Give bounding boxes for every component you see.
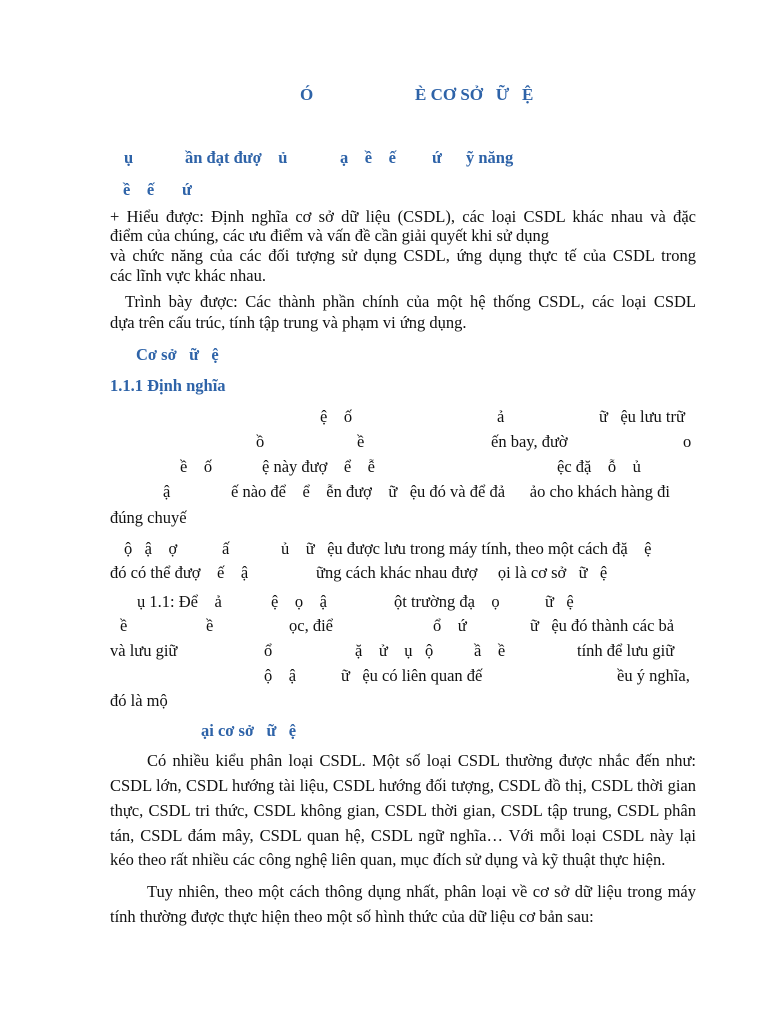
closing-line-1: Tuy nhiên, theo một cách thông dụng nhất, phân loại về cơ sở dữ liệu trong máy xyxy=(147,882,696,901)
definition-row-10-seg-6: tính để lưu giữ xyxy=(577,641,675,660)
closing-line-2: tính thường được thực hiện theo một số hình thức của dữ liệu cơ bản sau: xyxy=(110,907,594,926)
knowledge-line-4: các lĩnh vực khác nhau. xyxy=(110,266,267,285)
definition-row-1-seg-3: ữ ệu lưu trữ xyxy=(599,407,685,426)
knowledge-line-1: + Hiểu được: Định nghĩa cơ sở dữ liệu (CSDL), các loại CSDL khác nhau và đặc xyxy=(110,207,696,226)
section-heading: Cơ sở ữ ệ xyxy=(136,345,219,364)
knowledge-heading-seg2: ứ xyxy=(182,180,192,199)
definition-row-8-seg-2: ệ ọ ậ xyxy=(271,592,327,611)
definition-row-10-seg-3: ặ ử ụ xyxy=(355,641,413,660)
definition-row-8-seg-3: ột trường đạ ọ xyxy=(394,592,500,611)
definition-row-4-seg-1: ậ xyxy=(163,482,171,501)
definition-row-7-seg-2: ững cách khác nhau đượ ọi là cơ sở ữ ệ xyxy=(316,563,608,582)
definition-row-11-seg-3: ều ý nghĩa, xyxy=(617,666,690,685)
classification-line-5: kéo theo rất nhiều các công nghệ liên quan, mục đích sử dụng và kỹ thuật thực hiện. xyxy=(110,850,666,869)
definition-row-9-seg-3: ọc, điể xyxy=(289,616,333,635)
definition-row-10-seg-5: ầ ề xyxy=(474,641,506,660)
definition-row-1-seg-2: ả xyxy=(497,407,505,426)
definition-row-4-seg-2: ế nào để ể ễn đượ ữ ệu đó và để đả ảo cho khách hàng đi xyxy=(231,482,670,501)
knowledge-line-2: điểm của chúng, các ưu điểm và vấn đề cần giải quyết khi sử dụng xyxy=(110,226,549,245)
knowledge-line-3: và chức năng của các đối tượng sử dụng CSDL, ứng dụng thực tế của CSDL trong xyxy=(110,246,696,265)
chapter-title-left: Ó xyxy=(300,85,314,104)
definition-row-9-seg-1: ề xyxy=(120,616,128,635)
definition-row-8-seg-4: ữ ệ xyxy=(545,592,574,611)
definition-row-9-seg-5: ữ ệu đó thành các bả xyxy=(530,616,675,635)
definition-row-8-seg-1: ụ 1.1: Để ả xyxy=(137,592,222,611)
classification-line-1: Có nhiều kiểu phân loại CSDL. Một số loại CSDL thường được nhắc đến như: xyxy=(147,751,696,770)
definition-row-5-seg-1: đúng chuyế xyxy=(110,508,187,527)
definition-row-9-seg-2: ề xyxy=(206,616,214,635)
classification-heading: ại cơ sở ữ ệ xyxy=(201,721,297,740)
knowledge-heading-seg1: ề ế xyxy=(123,180,155,199)
definition-row-11-seg-2: ữ ệu có liên quan đế xyxy=(341,666,483,685)
definition-row-11-seg-1: ộ ậ xyxy=(264,666,297,685)
definition-row-10-seg-4: ộ xyxy=(425,641,434,660)
definition-row-2-seg-4: o xyxy=(683,432,692,451)
definition-row-9-seg-4: ổ ứ xyxy=(433,616,467,635)
classification-line-2: CSDL lớn, CSDL hướng tài liệu, CSDL hướng đối tượng, CSDL đồ thị, CSDL thời gian xyxy=(110,776,696,795)
definition-row-3-seg-1: ề ố xyxy=(180,457,213,476)
definition-row-2-seg-3: ến bay, đườ xyxy=(491,432,568,451)
objective-heading-seg4: ứ xyxy=(432,148,442,167)
definition-row-6-seg-2: ấ xyxy=(222,539,230,558)
definition-row-2-seg-2: ề xyxy=(357,432,365,451)
definition-row-3-seg-2: ệ này đượ ể ễ xyxy=(262,457,375,476)
definition-row-10-seg-2: ổ xyxy=(264,641,273,660)
objective-heading-seg2: ần đạt đượ ủ xyxy=(185,148,288,167)
presentation-line-2: dựa trên cấu trúc, tính tập trung và phạm vi ứng dụng. xyxy=(110,313,467,332)
classification-line-3: thực, CSDL tri thức, CSDL không gian, CSDL thời gian, CSDL tập trung, CSDL phân xyxy=(110,801,696,820)
definition-row-2-seg-1: ồ xyxy=(256,432,265,451)
definition-row-7-seg-1: đó có thể đượ ế ậ xyxy=(110,563,249,582)
objective-heading-seg1: ụ xyxy=(124,148,134,167)
definition-row-3-seg-3: ệc đặ ỗ ủ xyxy=(557,457,641,476)
definition-row-12-seg-1: đó là mộ xyxy=(110,691,168,710)
definition-row-6-seg-1: ộ ậ ợ xyxy=(124,539,178,558)
classification-line-4: tán, CSDL đám mây, CSDL quan hệ, CSDL ngữ nghĩa… Với mỗi loại CSDL này lại xyxy=(110,826,696,845)
definition-row-10-seg-1: và lưu giữ xyxy=(110,641,178,660)
chapter-title-right: È CƠ SỞ Ữ Ệ xyxy=(415,85,534,104)
objective-heading-seg3: ạ ề ế xyxy=(340,148,396,167)
objective-heading-seg5: ỹ năng xyxy=(466,148,514,167)
definition-row-6-seg-3: ủ ữ ệu được lưu trong máy tính, theo một cách đặ ệ xyxy=(281,539,652,558)
definition-row-1-seg-1: ệ ố xyxy=(320,407,353,426)
subsection-heading-1-1-1: 1.1.1 Định nghĩa xyxy=(110,376,226,395)
presentation-line-1: Trình bày được: Các thành phần chính của một hệ thống CSDL, các loại CSDL xyxy=(125,292,696,311)
